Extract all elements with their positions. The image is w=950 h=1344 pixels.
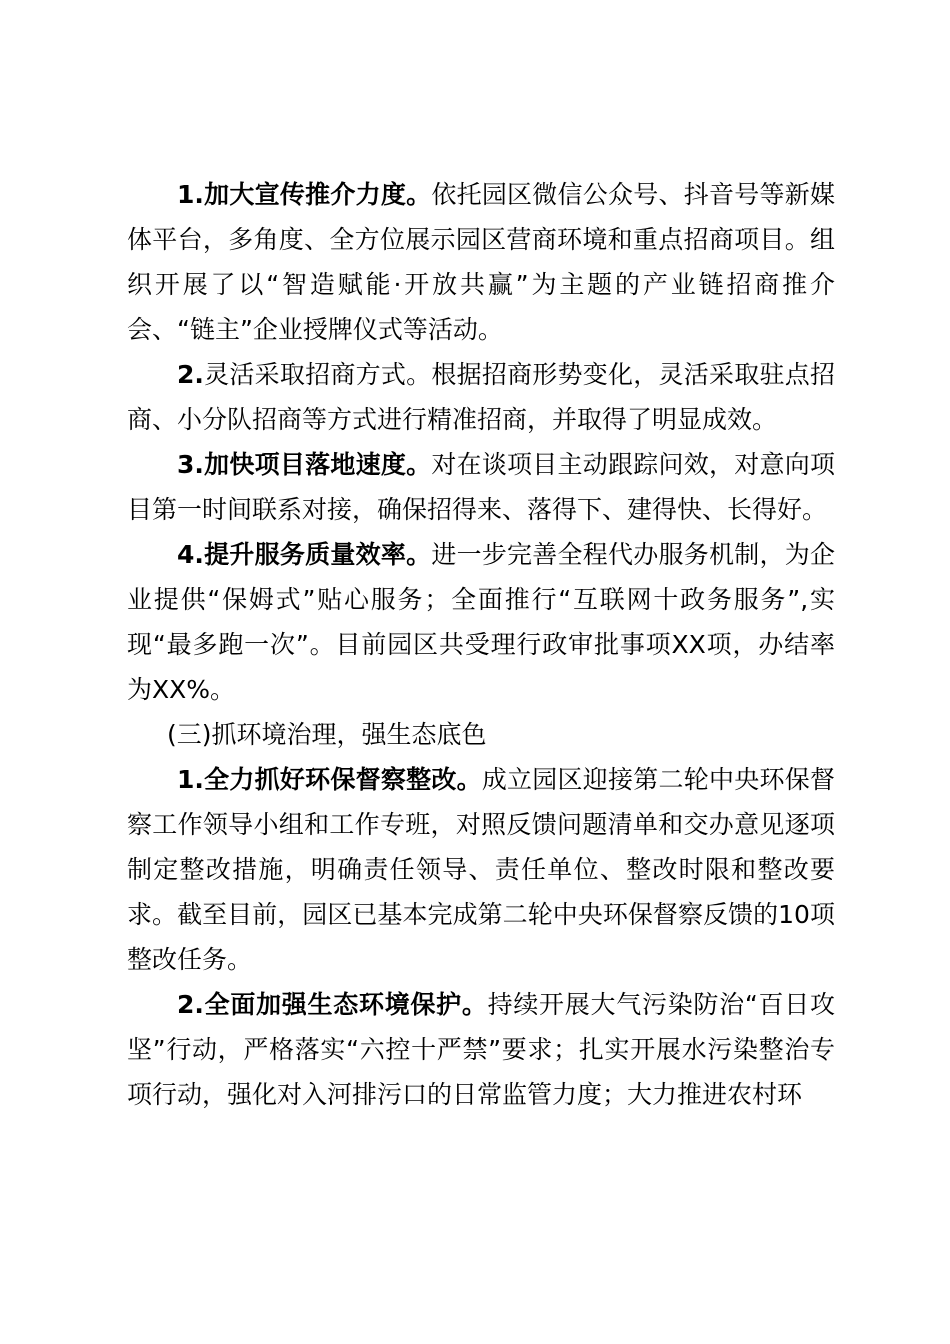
paragraph-text: 对在谈项目主动跟踪问效，对意向项目第一时间联系对接，确保招得来、落得下、建得快、长得好。 xyxy=(127,450,835,524)
paragraph-text: 进一步完善全程代办服务机制，为企业提供“保姆式”贴心服务；全面推行“互联网十政务服务”,实现“最多跑一次”。目前园区共受理行政审批事项XX项，办结率为XX%。 xyxy=(127,540,835,704)
paragraph-investment-methods xyxy=(127,352,835,442)
paragraph-lead: 2.全面加强生态环境保护。 xyxy=(177,990,488,1019)
paragraph-lead: 3.加快项目落地速度。 xyxy=(177,450,432,479)
paragraph-publicity xyxy=(127,172,835,352)
paragraph-project-speed xyxy=(127,442,835,532)
section-heading: (三)抓环境治理，强生态底色 xyxy=(167,720,487,749)
paragraph-text: 依托园区微信公众号、抖音号等新媒体平台，多角度、全方位展示园区营商环境和重点招商项目。组织开展了以“智造赋能·开放共赢”为主题的产业链招商推介会、“链主”企业授牌仪式等活动。 xyxy=(127,180,835,344)
paragraph-environmental-inspection xyxy=(127,757,835,982)
paragraph-text: 成立园区迎接第二轮中央环保督察工作领导小组和工作专班，对照反馈问题清单和交办意见逐项制定整改措施，明确责任领导、责任单位、整改时限和整改要求。截至目前，园区已基本完成第二轮中央环保督察反馈的10项整改任务。 xyxy=(127,765,835,974)
paragraph-ecological-protection xyxy=(127,982,835,1117)
paragraph-lead: 2. xyxy=(177,360,204,389)
paragraph-lead: 1.全力抓好环保督察整改。 xyxy=(177,765,482,794)
document-body xyxy=(127,172,835,1117)
paragraph-service-quality xyxy=(127,532,835,712)
paragraph-text: 灵活采取招商方式。根据招商形势变化，灵活采取驻点招商、小分队招商等方式进行精准招商，并取得了明显成效。 xyxy=(127,360,835,434)
paragraph-lead: 4.提升服务质量效率。 xyxy=(177,540,432,569)
paragraph-text: 持续开展大气污染防治“百日攻坚”行动，严格落实“六控十严禁”要求；扎实开展水污染整治专项行动，强化对入河排污口的日常监管力度；大力推进农村环 xyxy=(127,990,835,1109)
paragraph-lead: 1.加大宣传推介力度。 xyxy=(177,180,432,209)
